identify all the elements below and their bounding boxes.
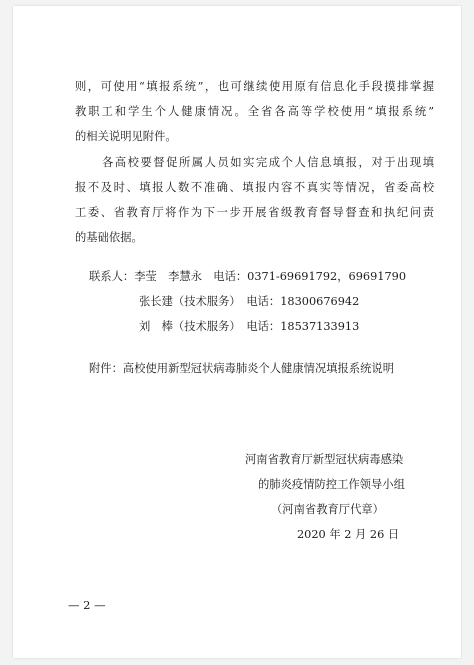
paragraph-2-line-3: 工委、省教育厅将作为下一步开展省级教育督导督查和执纪问责 [75, 206, 434, 219]
signature-date: 2020 年 2 月 26 日 [297, 528, 400, 541]
signature-org-line-2: 的肺炎疫情防控工作领导小组 [258, 478, 405, 491]
contacts-line-3: 刘 棒（技术服务） 电话：18537133913 [139, 320, 360, 333]
contacts-label: 联系人： [89, 270, 135, 283]
contacts-line-1: 李莹 李慧永 电话：0371-69691792，69691790 [134, 270, 407, 283]
paragraph-2-line-1: 各高校要督促所属人员如实完成个人信息填报，对于出现填 [102, 156, 434, 169]
page-number: — 2 — [68, 598, 106, 612]
attachment-note: 附件：高校使用新型冠状病毒肺炎个人健康情况填报系统说明 [89, 362, 395, 375]
paragraph-2-line-4: 的基础依据。 [75, 231, 143, 244]
paragraph-1-line-1: 则，可使用“填报系统”，也可继续使用原有信息化手段摸排掌握 [75, 80, 434, 93]
document-page [13, 6, 461, 658]
paragraph-1-line-3: 的相关说明见附件。 [75, 130, 177, 143]
signature-org-line-1: 河南省教育厅新型冠状病毒感染 [245, 453, 404, 466]
signature-org-line-3: （河南省教育厅代章） [271, 503, 384, 516]
contacts-block [89, 270, 406, 284]
paragraph-1-line-2: 教职工和学生个人健康情况。全省各高等学校使用“填报系统” [75, 105, 434, 118]
contacts-line-2: 张长建（技术服务） 电话：18300676942 [139, 295, 360, 308]
paragraph-2-line-2: 报不及时、填报人数不准确、填报内容不真实等情况，省委高校 [75, 181, 434, 194]
